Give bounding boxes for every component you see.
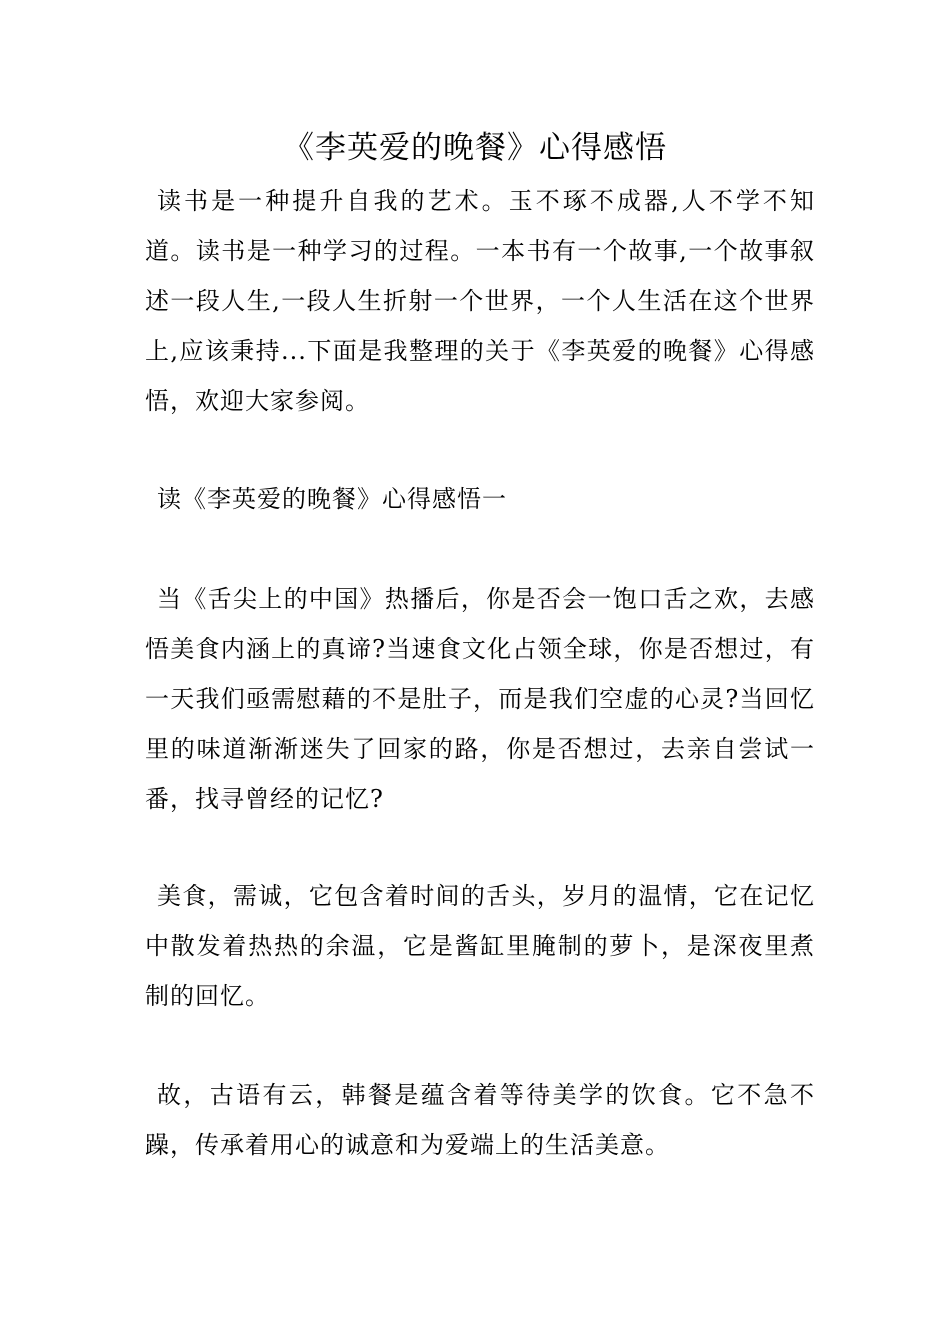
body-paragraph: 故，古语有云，韩餐是蕴含着等待美学的饮食。它不急不躁，传承着用心的诚意和为爱端上的生活美意。: [145, 1081, 815, 1159]
section-heading: 读《李英爱的晚餐》心得感悟一: [157, 485, 507, 513]
page-title: 《李英爱的晚餐》心得感悟: [283, 130, 667, 166]
intro-paragraph: 读书是一种提升自我的艺术。玉不琢不成器,人不学不知道。读书是一种学习的过程。一本书有一个故事,一个故事叙述一段人生,一段人生折射一个世界，一个人生活在这个世界上,应该秉持...下面是我整理的关于《李英爱的晚餐》心得感悟，欢迎大家参阅。: [145, 187, 815, 415]
body-paragraph: 当《舌尖上的中国》热播后，你是否会一饱口舌之欢，去感悟美食内涵上的真谛?当速食文化占领全球，你是否想过，有一天我们亟需慰藉的不是肚子，而是我们空虚的心灵?当回忆里的味道渐渐迷失了回家的路，你是否想过，去亲自尝试一番，找寻曾经的记忆?: [145, 585, 815, 813]
body-paragraph: 美食，需诚，它包含着时间的舌头，岁月的温情，它在记忆中散发着热热的余温，它是酱缸里腌制的萝卜，是深夜里煮制的回忆。: [145, 882, 815, 1010]
